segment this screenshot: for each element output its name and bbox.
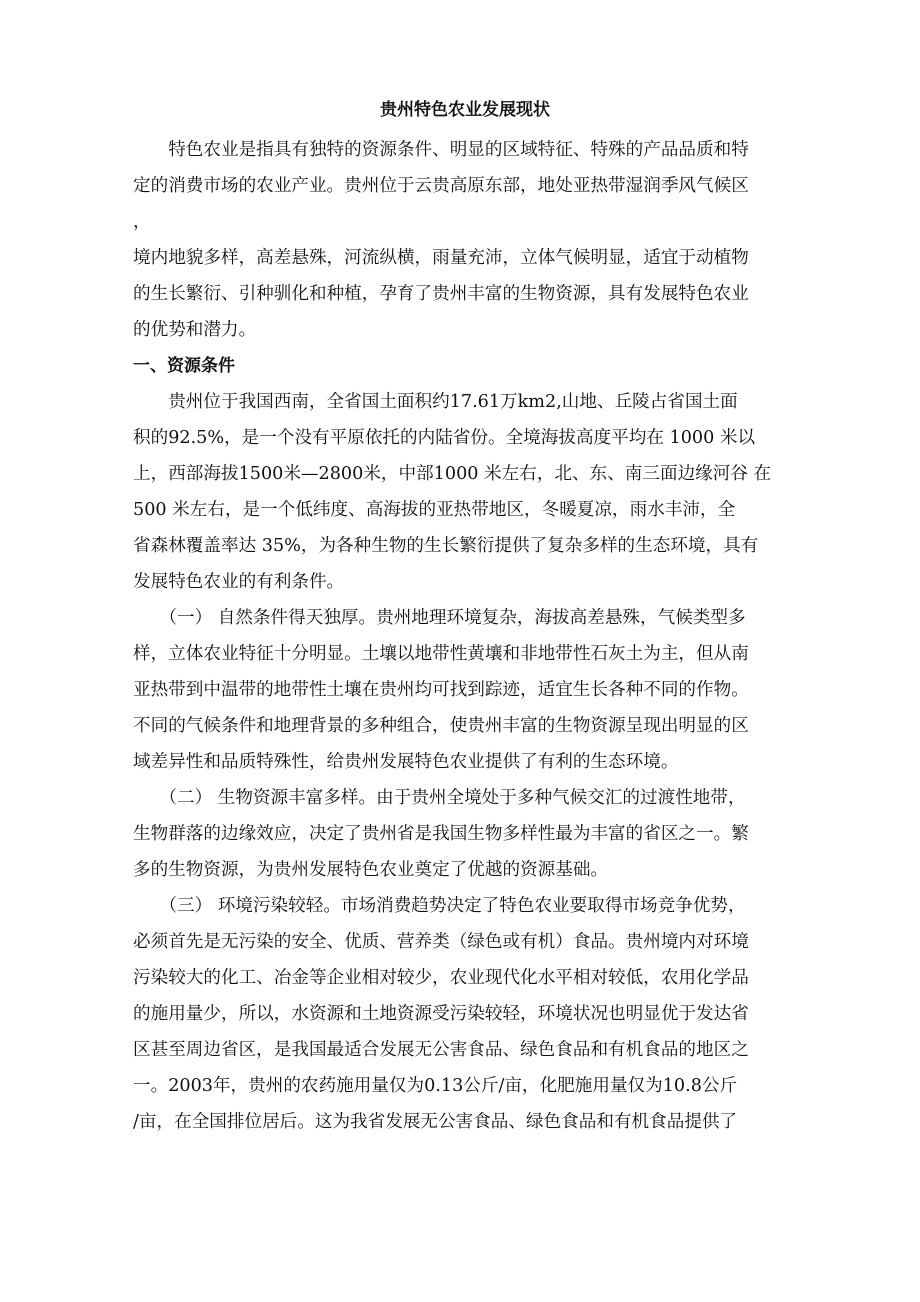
intro-paragraph bbox=[133, 132, 793, 348]
text-line: 污染较大的化工、冶金等企业相对较少，农业现代化水平相对较低，农用化学品 bbox=[133, 968, 749, 988]
text-line: 500 米左右，是一个低纬度、高海拔的亚热带地区，冬暖夏凉，雨水丰沛，全 bbox=[133, 500, 736, 520]
text-line: 的生长繁衍、引种驯化和种植，孕育了贵州丰富的生物资源，具有发展特色农业 bbox=[133, 284, 749, 304]
text-line: 贵州位于我国西南，全省国土面积约17.61万km2,山地、丘陵占省国土面 bbox=[133, 392, 738, 412]
text-line: 的施用量少，所以，水资源和土地资源受污染较轻，环境状况也明显优于发达省 bbox=[133, 1004, 749, 1024]
text-line: 的优势和潜力。 bbox=[133, 320, 257, 340]
text-line: /亩，在全国排位居后。这为我省发展无公害食品、绿色食品和有机食品提供了 bbox=[133, 1112, 738, 1132]
text-line: ， bbox=[133, 212, 151, 232]
text-line: 特色农业是指具有独特的资源条件、明显的区域特征、特殊的产品品质和特 bbox=[133, 140, 749, 160]
text-line: 区甚至周边省区，是我国最适合发展无公害食品、绿色食品和有机食品的地区之 bbox=[133, 1040, 749, 1060]
text-line: 亚热带到中温带的地带性土壤在贵州均可找到踪迹，适宜生长各种不同的作物。 bbox=[133, 680, 749, 700]
text-line: （三） 环境污染较轻。市场消费趋势决定了特色农业要取得市场竞争优势， bbox=[133, 896, 746, 916]
text-line: 必须首先是无污染的安全、优质、营养类（绿色或有机）食品。贵州境内对环境 bbox=[133, 932, 749, 952]
text-line: 发展特色农业的有利条件。 bbox=[133, 572, 345, 592]
paragraph-biological-resources bbox=[133, 780, 793, 888]
text-line: 省森林覆盖率达 35%，为各种生物的生长繁衍提供了复杂多样的生态环境，具有 bbox=[133, 536, 759, 556]
text-line: 一。2003年，贵州的农药施用量仅为0.13公斤/亩，化肥施用量仅为10.8公斤 bbox=[133, 1076, 738, 1096]
section-heading: 一、资源条件 bbox=[133, 356, 235, 376]
paragraph-geography bbox=[133, 384, 793, 600]
text-line: 定的消费市场的农业产业。贵州位于云贵高原东部，地处亚热带湿润季风气候区 bbox=[133, 176, 749, 196]
text-line: 生物群落的边缘效应，决定了贵州省是我国生物多样性最为丰富的省区之一。繁 bbox=[133, 824, 749, 844]
text-line: 不同的气候条件和地理背景的多种组合，使贵州丰富的生物资源呈现出明显的区 bbox=[133, 716, 749, 736]
text-line: 多的生物资源，为贵州发展特色农业奠定了优越的资源基础。 bbox=[133, 860, 609, 880]
text-line: （一） 自然条件得天独厚。贵州地理环境复杂，海拔高差悬殊，气候类型多 bbox=[133, 608, 746, 628]
text-line: 域差异性和品质特殊性，给贵州发展特色农业提供了有利的生态环境。 bbox=[133, 752, 679, 772]
text-line: 上，西部海拔1500米—2800米，中部1000 米左右，北、东、南三面边缘河谷 在 bbox=[133, 464, 772, 484]
text-line: 积的92.5%，是一个没有平原依托的内陆省份。全境海拔高度平均在 1000 米以 bbox=[133, 428, 756, 448]
paragraph-natural-conditions bbox=[133, 600, 793, 780]
text-line: 境内地貌多样，高差悬殊，河流纵横，雨量充沛，立体气候明显，适宜于动植物 bbox=[133, 248, 749, 268]
document-page bbox=[133, 96, 793, 1140]
paragraph-environment bbox=[133, 888, 793, 1140]
document-title: 贵州特色农业发展现状 bbox=[380, 100, 550, 120]
text-line: （二） 生物资源丰富多样。由于贵州全境处于多种气候交汇的过渡性地带， bbox=[133, 788, 746, 808]
text-line: 样，立体农业特征十分明显。土壤以地带性黄壤和非地带性石灰土为主，但从南 bbox=[133, 644, 749, 664]
